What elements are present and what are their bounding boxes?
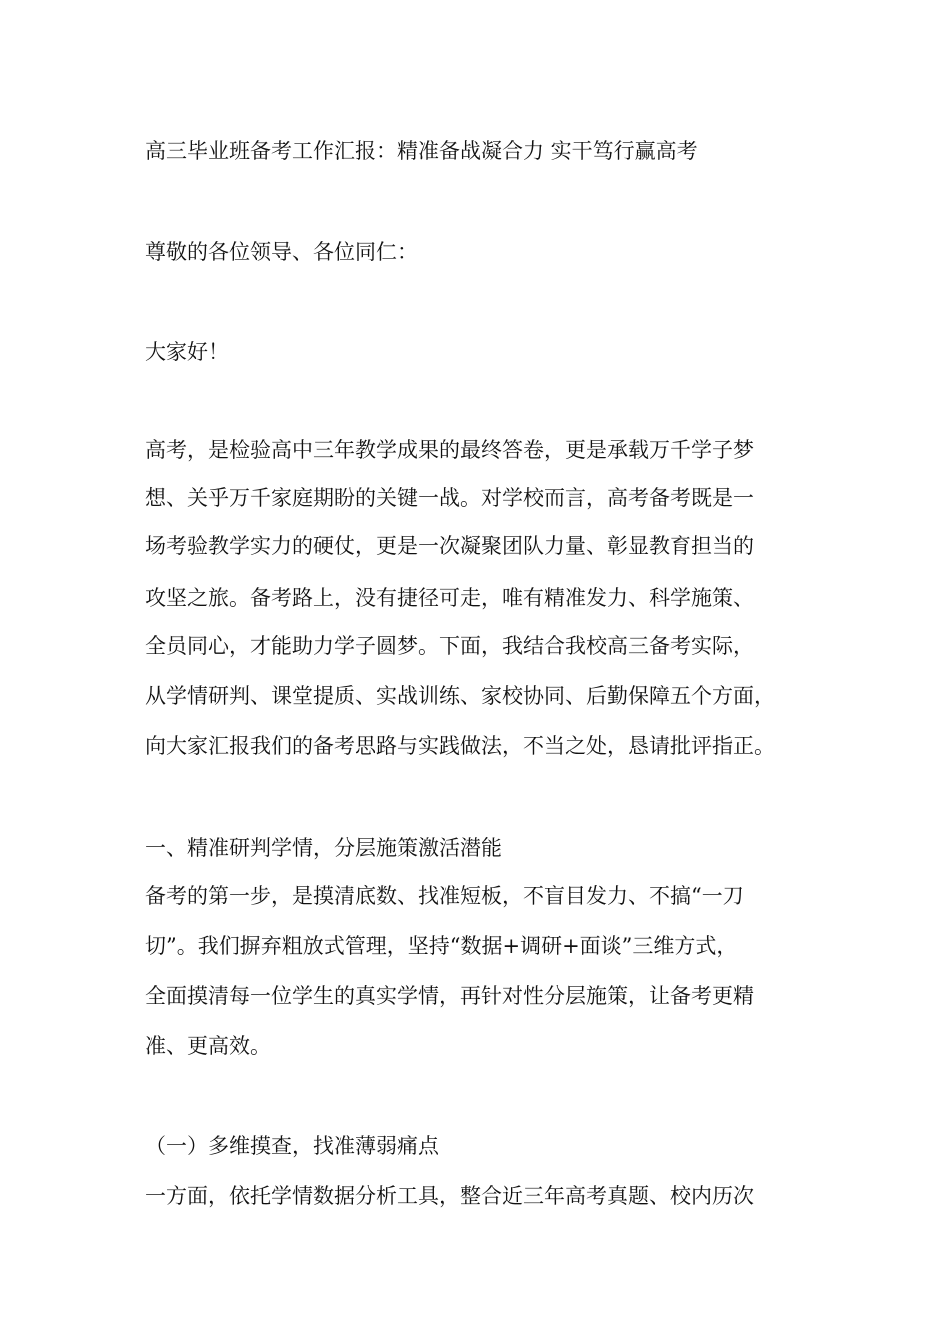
intro-line: 全员同心，才能助力学子圆梦。下面，我结合我校高三备考实际， [145, 634, 754, 658]
intro-line: 向大家汇报我们的备考思路与实践做法，不当之处，恳请批评指正。 [145, 734, 775, 758]
section-paragraph-line: 全面摸清每一位学生的真实学情，再针对性分层施策，让备考更精 [145, 984, 754, 1008]
section-paragraph-line: 备考的第一步，是摸清底数、找准短板，不盲目发力、不搞“一刀 [145, 884, 744, 908]
document-title: 高三毕业班备考工作汇报：精准备战凝合力 实干笃行赢高考 [145, 139, 698, 163]
greeting: 大家好！ [145, 340, 229, 364]
intro-line: 场考验教学实力的硬仗，更是一次凝聚团队力量、彰显教育担当的 [145, 534, 754, 558]
intro-line: 攻坚之旅。备考路上，没有捷径可走，唯有精准发力、科学施策、 [145, 586, 754, 610]
salutation: 尊敬的各位领导、各位同仁： [145, 240, 418, 264]
section-paragraph-line: 准、更高效。 [145, 1034, 271, 1058]
intro-line: 高考，是检验高中三年教学成果的最终答卷，更是承载万千学子梦 [145, 438, 754, 462]
subsection-paragraph-line: 一方面，依托学情数据分析工具，整合近三年高考真题、校内历次 [145, 1184, 754, 1208]
section-heading: 一、精准研判学情，分层施策激活潜能 [145, 836, 502, 860]
subsection-heading: （一）多维摸查，找准薄弱痛点 [145, 1134, 439, 1158]
section-paragraph-line: 切”。我们摒弃粗放式管理，坚持“数据+调研+面谈”三维方式， [145, 934, 738, 958]
intro-line: 想、关乎万千家庭期盼的关键一战。对学校而言，高考备考既是一 [145, 486, 754, 510]
intro-line: 从学情研判、课堂提质、实战训练、家校协同、后勤保障五个方面， [145, 684, 775, 708]
